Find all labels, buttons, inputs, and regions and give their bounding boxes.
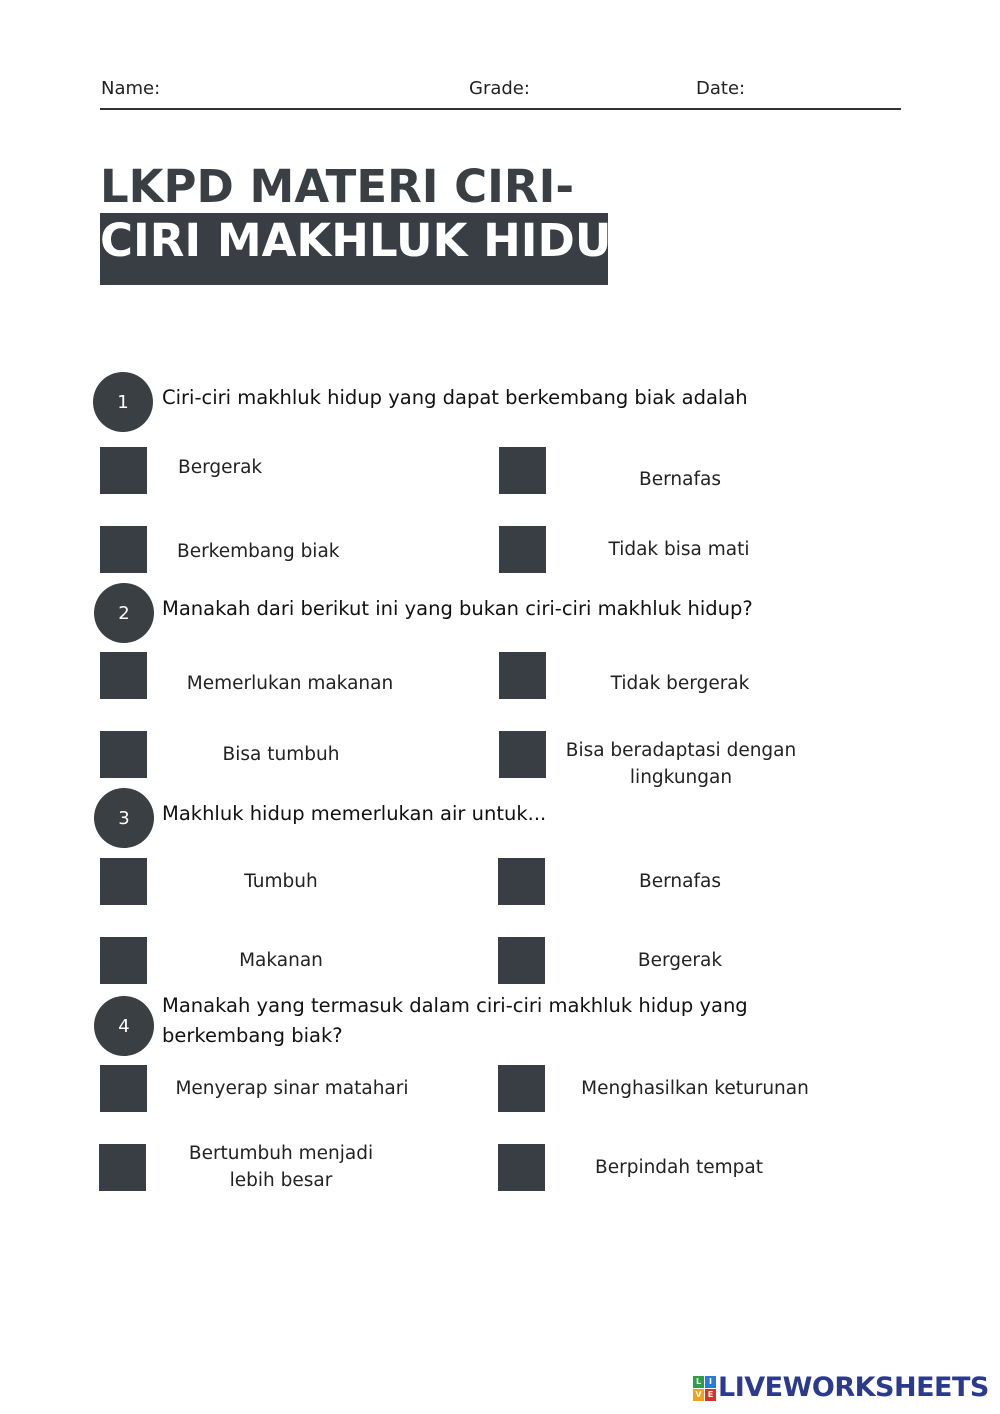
answer-option-1a: Bergerak [178, 457, 263, 478]
liveworksheets-logo-icon [693, 1376, 715, 1400]
answer-checkbox-3a[interactable] [100, 858, 147, 905]
question-number-3: 3 [94, 788, 154, 848]
answer-option-2c: Bisa tumbuh [222, 744, 340, 765]
liveworksheets-brand: LIVEWORKSHEETS [718, 1372, 989, 1403]
page-title-line1: LKPD MATERI CIRI- [100, 160, 574, 213]
question-number-1: 1 [93, 372, 153, 432]
page-title-line2: CIRI MAKHLUK HIDUP [100, 214, 645, 267]
answer-checkbox-2d[interactable] [499, 731, 546, 778]
question-text-2: Manakah dari berikut ini yang bukan ciri-ciri makhluk hidup? [162, 597, 753, 620]
logo-letter-e: E [705, 1389, 716, 1401]
answer-checkbox-4b[interactable] [498, 1065, 545, 1112]
answer-checkbox-1a[interactable] [100, 447, 147, 494]
liveworksheets-logo [693, 1372, 989, 1403]
answer-checkbox-2b[interactable] [499, 652, 546, 699]
answer-checkbox-2c[interactable] [100, 731, 147, 778]
answer-checkbox-1d[interactable] [499, 526, 546, 573]
answer-option-1d: Tidak bisa mati [608, 539, 750, 560]
question-number-2: 2 [94, 583, 154, 643]
answer-checkbox-3c[interactable] [100, 937, 147, 984]
question-text-4: Manakah yang termasuk dalam ciri-ciri makhluk hidup yang berkembang biak? [162, 994, 748, 1047]
answer-option-1c: Berkembang biak [177, 541, 340, 562]
logo-letter-i: I [705, 1376, 716, 1388]
logo-letter-l: L [693, 1376, 704, 1388]
answer-checkbox-1c[interactable] [100, 526, 147, 573]
answer-option-2b: Tidak bergerak [610, 673, 750, 694]
question-text-3: Makhluk hidup memerlukan air untuk... [162, 802, 547, 825]
name-label: Name: [101, 78, 161, 99]
logo-letter-v: V [693, 1389, 704, 1401]
answer-option-4a: Menyerap sinar matahari [175, 1078, 409, 1099]
answer-checkbox-4d[interactable] [498, 1144, 545, 1191]
header-divider [100, 108, 901, 110]
answer-option-4b: Menghasilkan keturunan [581, 1078, 809, 1099]
answer-option-3a: Tumbuh [244, 871, 318, 892]
answer-checkbox-4c[interactable] [99, 1144, 146, 1191]
answer-option-2a: Memerlukan makanan [186, 673, 394, 694]
date-label: Date: [696, 78, 746, 99]
question-number-4: 4 [94, 996, 154, 1056]
answer-option-2d: Bisa beradaptasi dengan lingkungan [565, 740, 797, 788]
answer-checkbox-3b[interactable] [498, 858, 545, 905]
answer-option-4c: Bertumbuh menjadi lebih besar [188, 1143, 374, 1191]
answer-checkbox-1b[interactable] [499, 447, 546, 494]
answer-checkbox-4a[interactable] [100, 1065, 147, 1112]
answer-option-4d: Berpindah tempat [595, 1157, 763, 1178]
answer-option-3b: Bernafas [639, 871, 721, 892]
question-text-1: Ciri-ciri makhluk hidup yang dapat berkembang biak adalah [162, 386, 748, 409]
answer-option-3d: Bergerak [637, 950, 723, 971]
answer-checkbox-3d[interactable] [498, 937, 545, 984]
grade-label: Grade: [469, 78, 530, 99]
answer-checkbox-2a[interactable] [100, 652, 147, 699]
answer-option-1b: Bernafas [639, 469, 721, 490]
answer-option-3c: Makanan [239, 950, 323, 971]
